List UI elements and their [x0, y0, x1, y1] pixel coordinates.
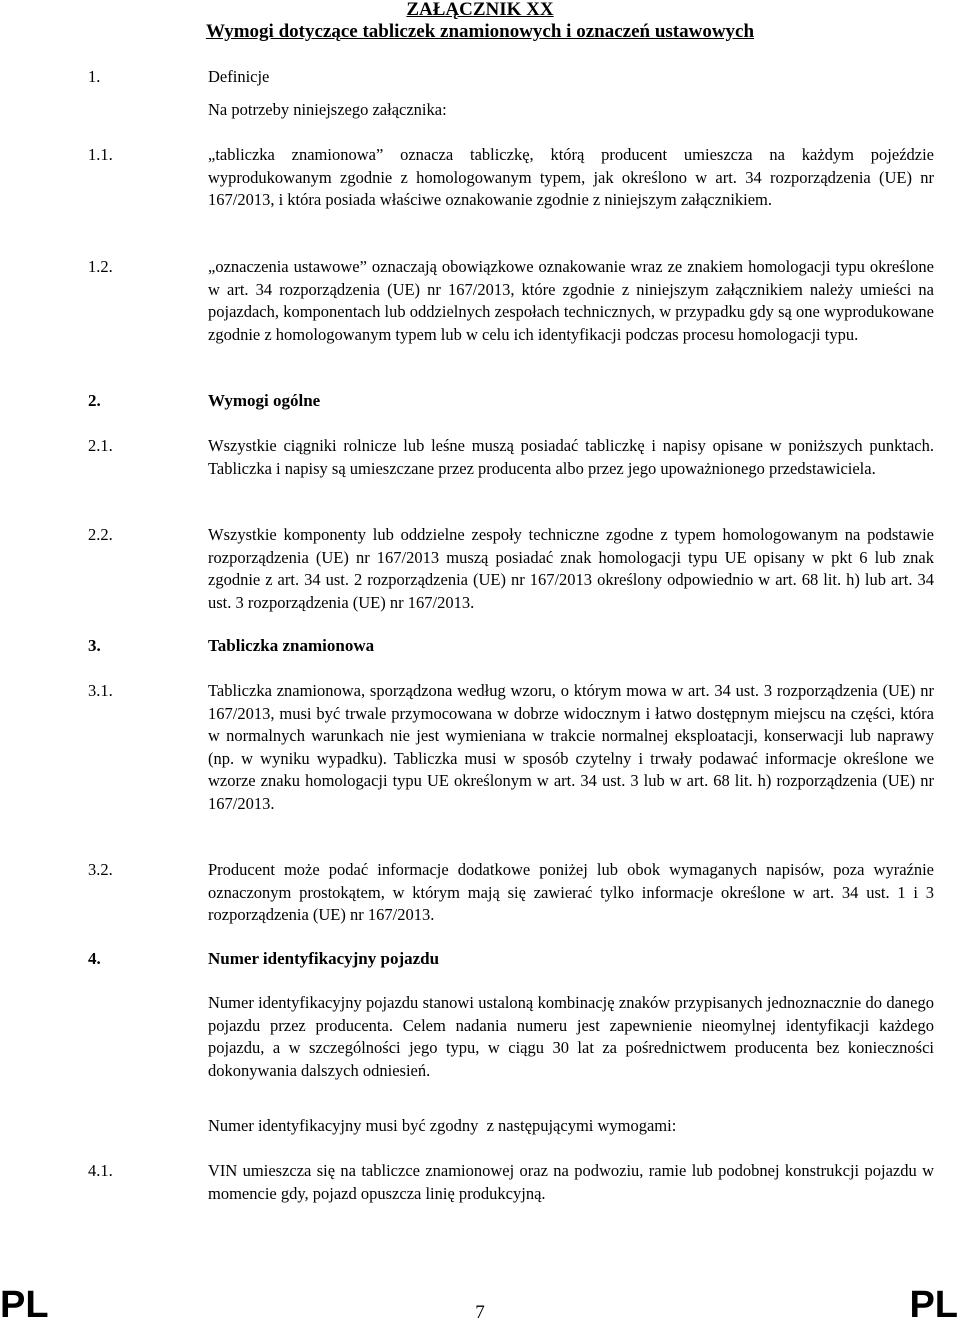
item-number: 2.1.	[88, 436, 113, 455]
item-number: 3.1.	[88, 681, 113, 700]
section-number: 4.	[88, 949, 101, 968]
annex-subtitle: Wymogi dotyczące tabliczek znamionowych i oznaczeń ustawowych	[205, 21, 755, 42]
body-paragraph: Numer identyfikacyjny musi być zgodny z następującymi wymogami:	[208, 1116, 677, 1135]
section-title: Numer identyfikacyjny pojazdu	[208, 949, 440, 968]
section-title: Wymogi ogólne	[208, 391, 321, 410]
requirement-paragraph: Wszystkie ciągniki rolnicze lub leśne muszą posiadać tabliczkę i napisy opisane w poniższych punktach. Tabliczka i napisy są umieszczane przez producenta albo przez jego upoważnionego przedstawiciela.	[208, 436, 934, 478]
item-number: 3.2.	[88, 860, 113, 879]
section-number: 2.	[88, 391, 101, 410]
section-title: Definicje	[208, 67, 270, 86]
requirement-paragraph: Wszystkie komponenty lub oddzielne zespoły techniczne zgodne z typem homologowanym na podstawie rozporządzenia (UE) nr 167/2013 muszą posiadać znak homologacji typu UE opisany w pkt 6 lub znak zgodnie z art. 34 ust. 2 rozporządzenia (UE) nr 167/2013 określony odpowiednio w art. 68 lit. h) lub art. 34 ust. 3 rozporządzenia (UE) nr 167/2013.	[208, 525, 934, 612]
item-number: 1.2.	[88, 257, 113, 276]
definition-paragraph: „tabliczka znamionowa” oznacza tabliczkę, którą producent umieszcza na każdym pojeździe wyprodukowanym zgodnie z homologowanym typem, jak określono w art. 34 rozporządzenia (UE) nr 167/2013, i która posiada właściwe oznakowanie zgodnie z niniejszym załącznikiem.	[208, 145, 934, 209]
requirement-paragraph: VIN umieszcza się na tabliczce znamionowej oraz na podwoziu, ramie lub podobnej konstrukcji pojazdu w momencie gdy, pojazd opuszcza linię produkcyjną.	[208, 1161, 934, 1203]
definition-paragraph: „oznaczenia ustawowe” oznaczają obowiązkowe oznakowanie wraz ze znakiem homologacji typu określone w art. 34 rozporządzenia (UE) nr 167/2013, które zgodnie z niniejszym załącznikiem należy umieści na pojazdach, komponentach lub oddzielnych zespołach technicznych, w przypadku gdy są one wyprodukowane zgodnie z homologowanym typem lub w celu ich identyfikacji podczas procesu homologacji typu.	[208, 257, 934, 344]
footer-language-right: PL	[909, 1284, 958, 1326]
item-number: 4.1.	[88, 1161, 113, 1180]
section-number: 3.	[88, 636, 101, 655]
annex-title: ZAŁĄCZNIK XX	[406, 0, 554, 20]
requirement-paragraph: Tabliczka znamionowa, sporządzona według wzoru, o którym mowa w art. 34 ust. 3 rozporządzenia (UE) nr 167/2013, musi być trwale przymocowana w dobrze widocznym i łatwo dostępnym miejscu na części, która w normalnych warunkach nie jest wymieniana w trakcie normalnej eksploatacji, konserwacji lub naprawy (np. w wyniku wypadku). Tabliczka musi w sposób czytelny i trwały podawać informacje określone we wzorze znaku homologacji typu UE określonym w art. 34 ust. 3 lub w art. 68 lit. h) rozporządzenia (UE) nr 167/2013.	[208, 681, 934, 813]
section-title: Tabliczka znamionowa	[208, 636, 375, 655]
page-number: 7	[475, 1302, 485, 1323]
body-paragraph: Numer identyfikacyjny pojazdu stanowi ustaloną kombinację znaków przypisanych jednoznacznie do danego pojazdu przez producenta. Celem nadania numeru jest zapewnienie nieomylnej identyfikacji każdego pojazdu, a w szczególności jego typu, w ciągu 30 lat za pośrednictwem producenta bez konieczności dokonywania dalszych odniesień.	[208, 993, 934, 1080]
item-number: 2.2.	[88, 525, 113, 544]
footer-language-left: PL	[0, 1284, 49, 1326]
section-number: 1.	[88, 67, 101, 86]
requirement-paragraph: Producent może podać informacje dodatkowe poniżej lub obok wymaganych napisów, poza wyraźnie oznaczonym prostokątem, w którym mają się zawierać tylko informacje określone w art. 34 ust. 1 i 3 rozporządzenia (UE) nr 167/2013.	[208, 860, 934, 924]
item-number: 1.1.	[88, 145, 113, 164]
section-intro: Na potrzeby niniejszego załącznika:	[208, 100, 447, 119]
